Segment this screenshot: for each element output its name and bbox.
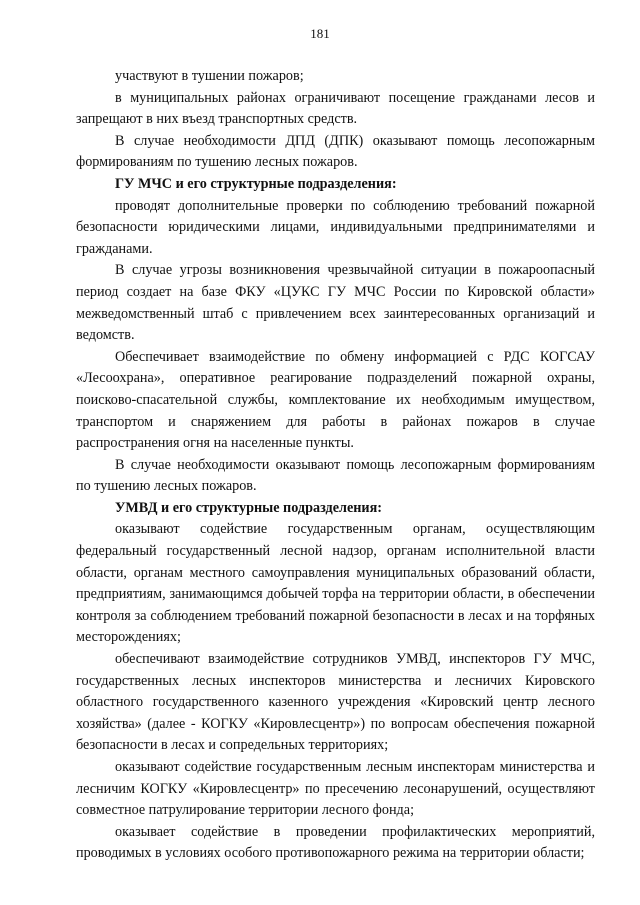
document-body [76,66,595,865]
paragraph: оказывает содействие в проведении профилактических мероприятий, проводимых в условиях особого противопожарного режима на территории области; [76,823,595,862]
paragraph: Обеспечивает взаимодействие по обмену информацией с РДС КОГСАУ «Лесоохрана», оперативное реагирование подразделений пожарной охраны, поисково-спасательной службы, комплектование их необходимым имуществом, транспортом и снаряжением для работы в районах пожаров в случае распространения огня на населенные пункты. [76,348,595,452]
paragraph: В случае угрозы возникновения чрезвычайной ситуации в пожароопасный период создает на базе ФКУ «ЦУКС ГУ МЧС России по Кировской области» межведомственный штаб с привлечением всех заинтересованных организаций и ведомств. [76,262,595,344]
paragraph: оказывают содействие государственным органам, осуществляющим федеральный государственный лесной надзор, органам исполнительной власти области, органам местного самоуправления муниципальных образований области, предприятиям, занимающимся добычей торфа на территории области, в обеспечении контроля за соблюдением требований пожарной безопасности в лесах и на торфяных месторождениях; [76,521,595,646]
page-number: 181 [310,26,330,41]
paragraph: В случае необходимости оказывают помощь лесопожарным формированиям по тушению лесных пожаров. [76,456,595,495]
paragraph: участвуют в тушении пожаров; [115,68,304,84]
paragraph: оказывают содействие государственным лесным инспекторам министерства и лесничим КОГКУ «Кировлесцентр» по пресечению лесонарушений, осуществляют совместное патрулирование территории лесного фонда; [76,759,595,819]
paragraph: В случае необходимости ДПД (ДПК) оказывают помощь лесопожарным формированиям по тушению лесных пожаров. [76,132,595,171]
paragraph: в муниципальных районах ограничивают посещение гражданами лесов и запрещают в них въезд транспортных средств. [76,89,595,128]
section-heading: УМВД и его структурные подразделения: [115,499,382,516]
paragraph: обеспечивают взаимодействие сотрудников УМВД, инспекторов ГУ МЧС, государственных лесных инспекторов министерства и лесничих Кировского областного государственного казенного учреждения «Кировский центр лесного хозяйства» (далее - КОГКУ «Кировлесцентр») по вопросам обеспечения пожарной безопасности в лесах и сопредельных территориях; [76,651,595,754]
paragraph: проводят дополнительные проверки по соблюдению требований пожарной безопасности юридическими лицами, индивидуальными предпринимателями и гражданами. [76,197,595,257]
section-heading: ГУ МЧС и его структурные подразделения: [115,175,397,192]
